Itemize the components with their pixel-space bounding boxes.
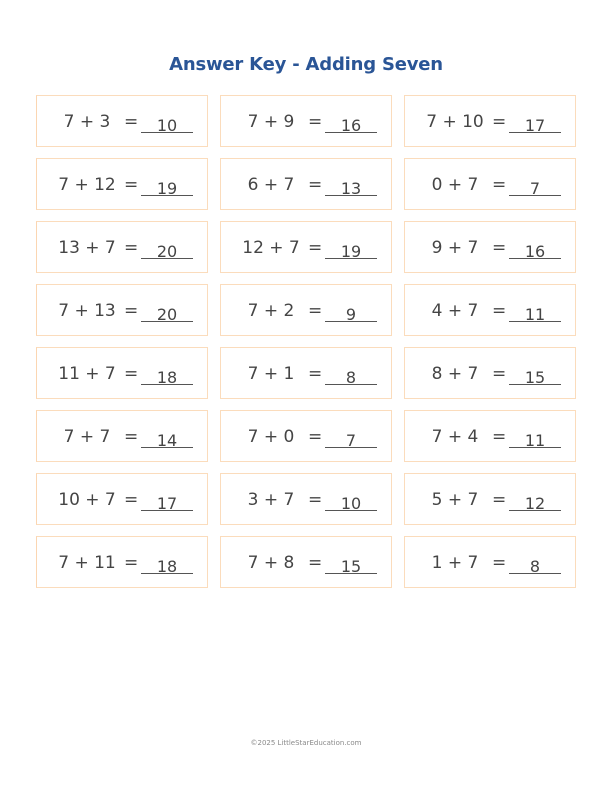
problem-expression: 9 + 7 xyxy=(431,238,479,258)
problem-cell xyxy=(36,473,208,525)
problem-expression: 7 + 1 xyxy=(247,364,295,384)
answer-field: 20 xyxy=(141,304,193,322)
problem-expression: 7 + 8 xyxy=(247,553,295,573)
problem-expression: 7 + 3 xyxy=(63,112,111,132)
equals-sign: = xyxy=(124,364,139,384)
problem-expression: 13 + 7 xyxy=(58,238,116,258)
problem-cell xyxy=(36,95,208,147)
equals-sign: = xyxy=(124,427,139,447)
problem-cell xyxy=(36,536,208,588)
equals-sign: = xyxy=(124,238,139,258)
problem-expression: 7 + 12 xyxy=(58,175,116,195)
answer-field: 16 xyxy=(509,241,561,259)
answer-field: 14 xyxy=(141,430,193,448)
equals-sign: = xyxy=(308,553,323,573)
answer-field: 15 xyxy=(325,556,377,574)
answer-field: 11 xyxy=(509,430,561,448)
answer-field: 10 xyxy=(325,493,377,511)
answer-field: 17 xyxy=(509,115,561,133)
answer-field: 7 xyxy=(509,178,561,196)
equals-sign: = xyxy=(492,238,507,258)
answer-field: 16 xyxy=(325,115,377,133)
problem-expression: 7 + 11 xyxy=(58,553,116,573)
problem-cell xyxy=(220,536,392,588)
equals-sign: = xyxy=(492,175,507,195)
problem-expression: 3 + 7 xyxy=(247,490,295,510)
equals-sign: = xyxy=(124,553,139,573)
problem-cell xyxy=(36,158,208,210)
equals-sign: = xyxy=(308,238,323,258)
copyright-footer: ©2025 LittleStarEducation.com xyxy=(250,739,362,747)
equals-sign: = xyxy=(492,490,507,510)
equals-sign: = xyxy=(308,427,323,447)
problem-expression: 7 + 13 xyxy=(58,301,116,321)
problem-cell xyxy=(220,284,392,336)
answer-field: 18 xyxy=(141,556,193,574)
answer-field: 9 xyxy=(325,304,377,322)
problem-cell xyxy=(36,410,208,462)
equals-sign: = xyxy=(124,175,139,195)
problem-expression: 10 + 7 xyxy=(58,490,116,510)
answer-field: 18 xyxy=(141,367,193,385)
answer-field: 13 xyxy=(325,178,377,196)
answer-field: 12 xyxy=(509,493,561,511)
problem-cell xyxy=(220,95,392,147)
problem-cell xyxy=(36,347,208,399)
equals-sign: = xyxy=(308,301,323,321)
equals-sign: = xyxy=(492,112,507,132)
equals-sign: = xyxy=(308,112,323,132)
equals-sign: = xyxy=(124,301,139,321)
problem-expression: 7 + 4 xyxy=(431,427,479,447)
answer-field: 15 xyxy=(509,367,561,385)
problem-cell xyxy=(220,473,392,525)
problem-expression: 6 + 7 xyxy=(247,175,295,195)
answer-field: 17 xyxy=(141,493,193,511)
equals-sign: = xyxy=(492,301,507,321)
problem-expression: 11 + 7 xyxy=(58,364,116,384)
problem-expression: 4 + 7 xyxy=(431,301,479,321)
problem-cell xyxy=(404,536,576,588)
problem-cell xyxy=(404,221,576,273)
page-title: Answer Key - Adding Seven xyxy=(169,54,443,75)
answer-field: 11 xyxy=(509,304,561,322)
problem-expression: 1 + 7 xyxy=(431,553,479,573)
equals-sign: = xyxy=(308,175,323,195)
answer-field: 7 xyxy=(325,430,377,448)
answer-field: 19 xyxy=(325,241,377,259)
answer-field: 8 xyxy=(325,367,377,385)
equals-sign: = xyxy=(308,490,323,510)
problem-cell xyxy=(404,95,576,147)
problem-cell xyxy=(220,410,392,462)
problem-cell xyxy=(404,473,576,525)
answer-field: 8 xyxy=(509,556,561,574)
equals-sign: = xyxy=(492,427,507,447)
problem-expression: 0 + 7 xyxy=(431,175,479,195)
problem-expression: 7 + 2 xyxy=(247,301,295,321)
problem-cell xyxy=(36,284,208,336)
problem-expression: 7 + 10 xyxy=(426,112,484,132)
problem-cell xyxy=(220,221,392,273)
problem-expression: 7 + 0 xyxy=(247,427,295,447)
equals-sign: = xyxy=(492,553,507,573)
problem-cell xyxy=(404,158,576,210)
answer-field: 19 xyxy=(141,178,193,196)
problem-expression: 8 + 7 xyxy=(431,364,479,384)
answer-field: 20 xyxy=(141,241,193,259)
equals-sign: = xyxy=(124,112,139,132)
problem-cell xyxy=(36,221,208,273)
equals-sign: = xyxy=(308,364,323,384)
problem-expression: 7 + 7 xyxy=(63,427,111,447)
problem-expression: 12 + 7 xyxy=(242,238,300,258)
equals-sign: = xyxy=(492,364,507,384)
problem-cell xyxy=(220,158,392,210)
problem-cell xyxy=(404,410,576,462)
problem-cell xyxy=(220,347,392,399)
problem-cell xyxy=(404,284,576,336)
problem-expression: 5 + 7 xyxy=(431,490,479,510)
equals-sign: = xyxy=(124,490,139,510)
problem-expression: 7 + 9 xyxy=(247,112,295,132)
answer-field: 10 xyxy=(141,115,193,133)
problem-cell xyxy=(404,347,576,399)
